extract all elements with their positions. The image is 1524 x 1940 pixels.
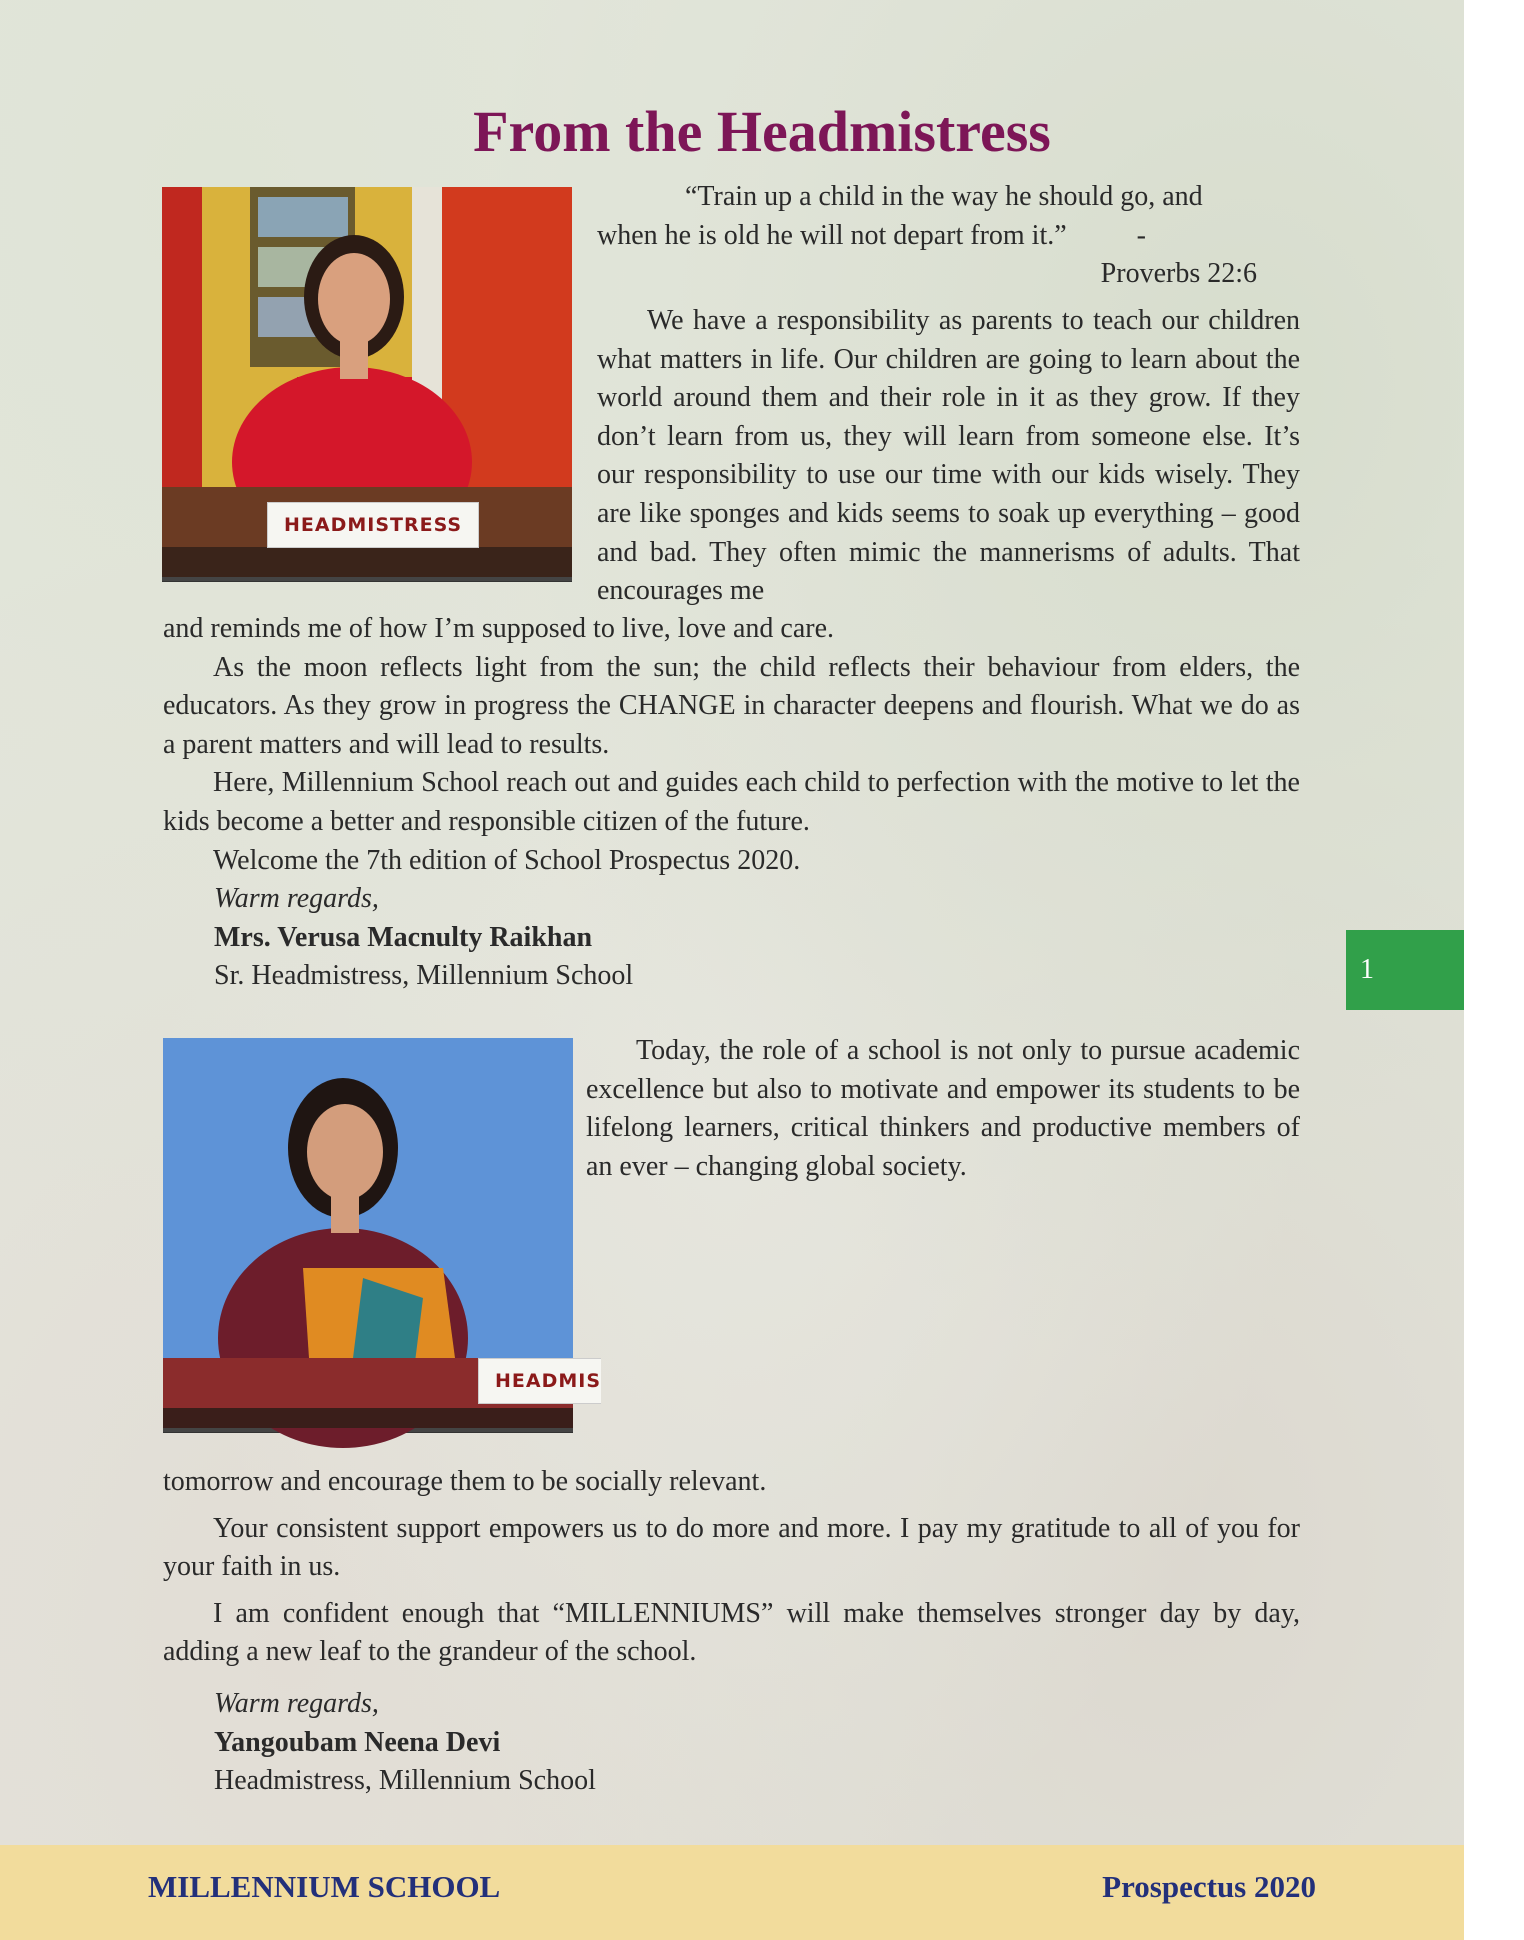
section2-regards: Warm regards, xyxy=(214,1688,379,1719)
section2-body-text xyxy=(163,1463,1300,1672)
headmistress-nameplate-2: HEADMIS xyxy=(478,1358,601,1404)
section1-paragraph-3: Here, Millennium School reach out and guides each child to perfection with the motive to let the kids become a better and responsible citizen of the future. xyxy=(163,767,1300,837)
quote-line-2-text: when he is old he will not depart from it.” xyxy=(597,219,1067,251)
footer-bar xyxy=(0,1845,1464,1940)
section1-paragraph-1: We have a responsibility as parents to teach our children what matters in life. Our children are going to learn about the world around them and their role in it as they grow. If they don’t learn from us, they will learn from someone else. It’s our responsibility to use our time with our kids wisely. They are like sponges and kids seems to soak up everything – good and bad. They often mimic the mannerisms of adults. That encourages me xyxy=(597,305,1300,607)
page-number-tab: 1 xyxy=(1346,930,1464,1010)
footer-prospectus-label: Prospectus 2020 xyxy=(1102,1869,1316,1904)
section2-signature xyxy=(214,1685,596,1801)
section1-paragraph-2: As the moon reflects light from the sun; the child reflects their behaviour from elders, the educators. As they grow in progress the CHANGE in character deepens and flourish. What we do as a parent matters and will lead to results. xyxy=(163,651,1300,760)
quote-line-2 xyxy=(597,217,1257,256)
headmistress-nameplate: HEADMISTRESS xyxy=(267,502,479,548)
section1-paragraph-1-rest: and reminds me of how I’m supposed to live, love and care. xyxy=(163,613,835,644)
footer-school-name: MILLENNIUM SCHOOL xyxy=(148,1869,501,1904)
quote-dash: - xyxy=(1136,219,1146,251)
section1-body-text xyxy=(163,610,1300,880)
section1-regards: Warm regards, xyxy=(214,883,379,914)
quote-source: Proverbs 22:6 xyxy=(1100,258,1257,290)
section2-paragraph-1: Today, the role of a school is not only to pursue academic excellence but also to motivate and empower its students to be lifelong learners, critical thinkers and productive members of an ever – changing global society. xyxy=(586,1035,1300,1182)
section1-name: Mrs. Verusa Macnulty Raikhan xyxy=(214,921,593,953)
section1-role: Sr. Headmistress, Millennium School xyxy=(214,960,634,992)
section1-paragraph-4: Welcome the 7th edition of School Prospectus 2020. xyxy=(213,844,801,876)
section2-wrap-text xyxy=(586,1032,1300,1194)
section2-role: Headmistress, Millennium School xyxy=(214,1765,596,1797)
headmistress-photo-1 xyxy=(162,187,572,581)
section1-wrap-text xyxy=(597,302,1300,611)
page-title: From the Headmistress xyxy=(473,99,1051,164)
section2-paragraph-3: Your consistent support empowers us to do more and more. I pay my gratitude to all of you for your faith in us. xyxy=(163,1512,1300,1583)
headmistress-photo-2 xyxy=(163,1038,602,1432)
section2-paragraph-2-rest: tomorrow and encourage them to be socially relevant. xyxy=(163,1466,767,1497)
proverb-quote xyxy=(597,178,1257,294)
section2-name: Yangoubam Neena Devi xyxy=(214,1726,501,1758)
section1-signature xyxy=(214,880,633,996)
section2-paragraph-4: I am confident enough that “MILLENNIUMS” will make themselves stronger day by day, adding a new leaf to the grandeur of the school. xyxy=(163,1597,1300,1668)
quote-line-1: “Train up a child in the way he should go, and xyxy=(685,181,1203,212)
